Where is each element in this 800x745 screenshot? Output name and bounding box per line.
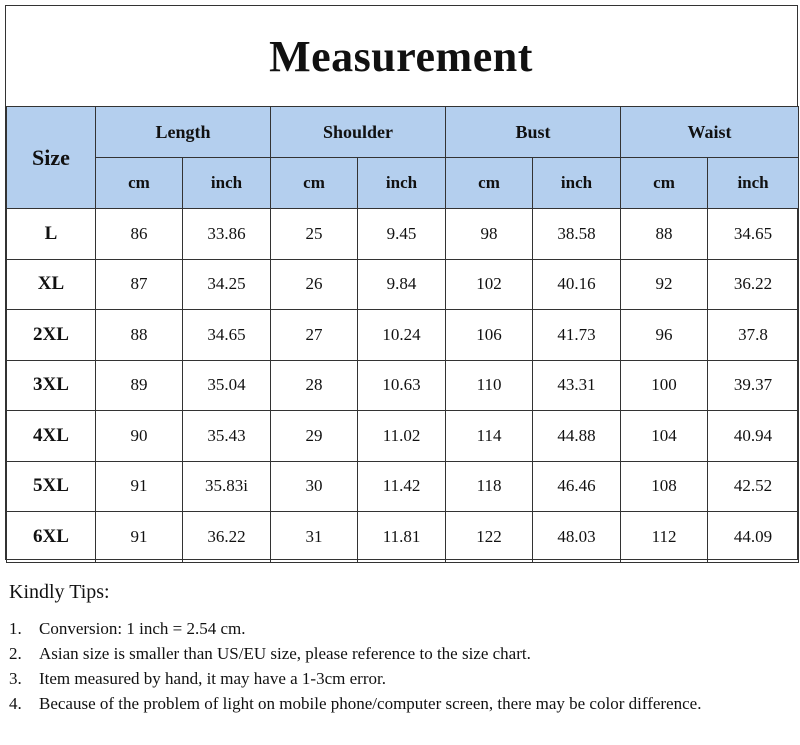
value-cell: 110 bbox=[446, 360, 533, 411]
size-cell: L bbox=[7, 209, 96, 260]
header-waist: Waist bbox=[621, 107, 799, 158]
tip-number: 2. bbox=[9, 644, 22, 663]
value-cell: 91 bbox=[96, 512, 183, 563]
unit-inch: inch bbox=[358, 158, 446, 209]
value-cell: 90 bbox=[96, 411, 183, 462]
header-size: Size bbox=[7, 107, 96, 209]
value-cell: 89 bbox=[96, 360, 183, 411]
value-cell: 44.88 bbox=[533, 411, 621, 462]
unit-inch: inch bbox=[708, 158, 799, 209]
value-cell: 27 bbox=[271, 310, 358, 361]
value-cell: 29 bbox=[271, 411, 358, 462]
value-cell: 91 bbox=[96, 461, 183, 512]
table-row bbox=[7, 411, 799, 462]
size-cell: 4XL bbox=[7, 411, 96, 462]
value-cell: 88 bbox=[621, 209, 708, 260]
value-cell: 36.22 bbox=[708, 259, 799, 310]
value-cell: 114 bbox=[446, 411, 533, 462]
value-cell: 9.45 bbox=[358, 209, 446, 260]
value-cell: 88 bbox=[96, 310, 183, 361]
value-cell: 35.43 bbox=[183, 411, 271, 462]
unit-cm: cm bbox=[621, 158, 708, 209]
tip-item bbox=[9, 666, 789, 691]
value-cell: 100 bbox=[621, 360, 708, 411]
value-cell: 36.22 bbox=[183, 512, 271, 563]
value-cell: 35.04 bbox=[183, 360, 271, 411]
value-cell: 10.24 bbox=[358, 310, 446, 361]
unit-cm: cm bbox=[446, 158, 533, 209]
chart-title: Measurement bbox=[269, 31, 533, 81]
table-row bbox=[7, 360, 799, 411]
value-cell: 11.42 bbox=[358, 461, 446, 512]
value-cell: 34.25 bbox=[183, 259, 271, 310]
table-row bbox=[7, 512, 799, 563]
size-cell: 2XL bbox=[7, 310, 96, 361]
tip-text: Conversion: 1 inch = 2.54 cm. bbox=[39, 619, 246, 638]
value-cell: 26 bbox=[271, 259, 358, 310]
header-group-row bbox=[7, 107, 799, 158]
value-cell: 108 bbox=[621, 461, 708, 512]
tip-item bbox=[9, 616, 789, 641]
value-cell: 37.8 bbox=[708, 310, 799, 361]
size-cell: 3XL bbox=[7, 360, 96, 411]
value-cell: 10.63 bbox=[358, 360, 446, 411]
unit-cm: cm bbox=[96, 158, 183, 209]
value-cell: 39.37 bbox=[708, 360, 799, 411]
size-cell: 5XL bbox=[7, 461, 96, 512]
unit-cm: cm bbox=[271, 158, 358, 209]
size-cell: XL bbox=[7, 259, 96, 310]
value-cell: 34.65 bbox=[708, 209, 799, 260]
value-cell: 40.16 bbox=[533, 259, 621, 310]
value-cell: 28 bbox=[271, 360, 358, 411]
value-cell: 35.83i bbox=[183, 461, 271, 512]
table-row bbox=[7, 310, 799, 361]
value-cell: 87 bbox=[96, 259, 183, 310]
value-cell: 96 bbox=[621, 310, 708, 361]
value-cell: 46.46 bbox=[533, 461, 621, 512]
table-row bbox=[7, 461, 799, 512]
value-cell: 11.02 bbox=[358, 411, 446, 462]
value-cell: 44.09 bbox=[708, 512, 799, 563]
value-cell: 118 bbox=[446, 461, 533, 512]
header-shoulder: Shoulder bbox=[271, 107, 446, 158]
unit-inch: inch bbox=[183, 158, 271, 209]
value-cell: 92 bbox=[621, 259, 708, 310]
tips-list bbox=[9, 616, 789, 716]
size-cell: 6XL bbox=[7, 512, 96, 563]
size-table bbox=[6, 106, 799, 563]
value-cell: 9.84 bbox=[358, 259, 446, 310]
value-cell: 33.86 bbox=[183, 209, 271, 260]
value-cell: 48.03 bbox=[533, 512, 621, 563]
tip-number: 3. bbox=[9, 669, 22, 688]
tip-item bbox=[9, 691, 789, 716]
tip-number: 1. bbox=[9, 619, 22, 638]
value-cell: 112 bbox=[621, 512, 708, 563]
value-cell: 11.81 bbox=[358, 512, 446, 563]
unit-inch: inch bbox=[533, 158, 621, 209]
value-cell: 102 bbox=[446, 259, 533, 310]
value-cell: 31 bbox=[271, 512, 358, 563]
header-length: Length bbox=[96, 107, 271, 158]
table-row bbox=[7, 259, 799, 310]
value-cell: 40.94 bbox=[708, 411, 799, 462]
value-cell: 41.73 bbox=[533, 310, 621, 361]
table-row bbox=[7, 209, 799, 260]
value-cell: 98 bbox=[446, 209, 533, 260]
tip-text: Item measured by hand, it may have a 1-3cm error. bbox=[39, 669, 386, 688]
value-cell: 122 bbox=[446, 512, 533, 563]
value-cell: 30 bbox=[271, 461, 358, 512]
tip-text: Asian size is smaller than US/EU size, please reference to the size chart. bbox=[39, 644, 531, 663]
value-cell: 38.58 bbox=[533, 209, 621, 260]
header-bust: Bust bbox=[446, 107, 621, 158]
tips-section bbox=[9, 581, 789, 716]
value-cell: 42.52 bbox=[708, 461, 799, 512]
tip-item bbox=[9, 641, 789, 666]
header-unit-row bbox=[7, 158, 799, 209]
value-cell: 86 bbox=[96, 209, 183, 260]
value-cell: 106 bbox=[446, 310, 533, 361]
tip-text: Because of the problem of light on mobile phone/computer screen, there may be color difference. bbox=[39, 694, 702, 713]
value-cell: 34.65 bbox=[183, 310, 271, 361]
tip-number: 4. bbox=[9, 694, 22, 713]
tips-title: Kindly Tips: bbox=[9, 581, 110, 603]
value-cell: 25 bbox=[271, 209, 358, 260]
value-cell: 43.31 bbox=[533, 360, 621, 411]
title-row bbox=[6, 6, 796, 106]
value-cell: 104 bbox=[621, 411, 708, 462]
